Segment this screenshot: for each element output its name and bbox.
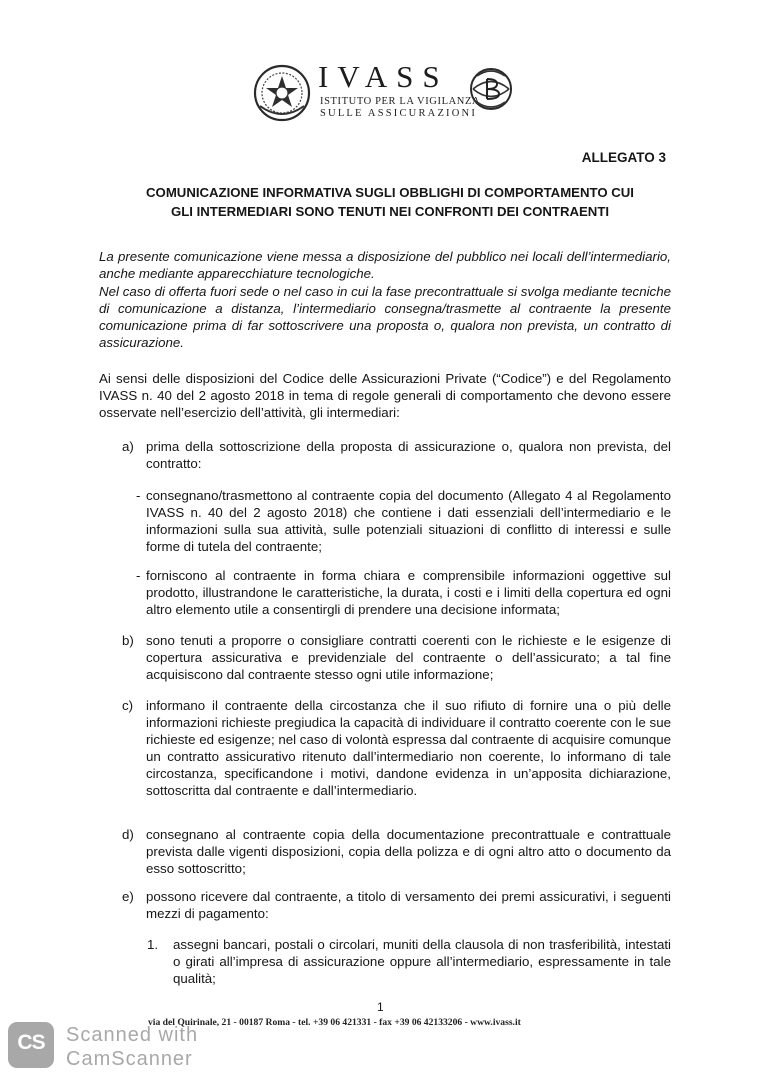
list-item-a	[122, 438, 671, 472]
numbered-item-text: assegni bancari, postali o circolari, muniti della clausola di non trasferibilità, intestati o girati all’impresa di assicurazione oppure all’intermediario, espressamente in tale qualità;	[173, 937, 671, 986]
list-item-c	[122, 697, 671, 799]
footer-address: via del Quirinale, 21 - 00187 Roma - tel. +39 06 421331 - fax +39 06 42133206 - www.ivass.it	[148, 1017, 521, 1028]
list-item-text: prima della sottoscrizione della proposta di assicurazione o, qualora non prevista, del contratto:	[146, 439, 671, 471]
camscanner-logo-icon	[8, 1022, 54, 1068]
dash-marker: -	[136, 488, 141, 503]
brand-subtitle-line2: SULLE ASSICURAZIONI	[320, 108, 478, 119]
sub-item-a2	[136, 567, 671, 618]
sub-item-a1	[136, 487, 671, 555]
page-number: 1	[377, 1000, 384, 1014]
title-line-1: COMUNICAZIONE INFORMATIVA SUGLI OBBLIGHI DI COMPORTAMENTO CUI	[146, 185, 634, 200]
document-title	[110, 183, 670, 221]
brand-subtitle-line1: ISTITUTO PER LA VIGILANZA	[320, 96, 481, 107]
list-marker: c)	[122, 698, 134, 713]
list-item-text: informano il contraente della circostanza che il suo rifiuto di fornire una o più delle informazioni richieste pregiudica la capacità di individuare il contratto coerente con le sue richieste ed esigenze; nel caso di volontà espressa dal contraente di acquisire comunque un contratto assicurativo ritenuto dall’intermediario non coerente, lo informano di tale circostanza, specificandone i motivi, dandone evidenza in un’apposita dichiarazione, sottoscritta dal contraente e dall’intermediario.	[146, 698, 671, 798]
intro-note	[99, 248, 671, 352]
list-item-d	[122, 826, 671, 877]
scanner-watermark-line2: CamScanner	[66, 1048, 193, 1070]
list-item-text: possono ricevere dal contraente, a titolo di versamento dei premi assicurativi, i seguenti mezzi di pagamento:	[146, 889, 671, 921]
lead-paragraph: Ai sensi delle disposizioni del Codice delle Assicurazioni Private (“Codice”) e del Regolamento IVASS n. 40 del 2 agosto 2018 in tema di regole generali di comportamento che devono essere osservate nell’esercizio dell’attività, gli intermediari:	[99, 371, 671, 420]
intro-paragraph-2: Nel caso di offerta fuori sede o nel caso in cui la fase precontrattuale si svolga mediante tecniche di comunicazione a distanza, l’intermediario consegna/trasmette al contraente la presente comunicazione prima di far sottoscrivere una proposta o, qualora non prevista, un contratto di assicurazione.	[99, 283, 671, 351]
title-line-2: GLI INTERMEDIARI SONO TENUTI NEI CONFRONTI DEI CONTRAENTI	[170, 204, 610, 219]
list-item-text: sono tenuti a proporre o consigliare contratti coerenti con le richieste e le esigenze di copertura assicurativa e previdenziale del contraente o dell’assicurato; a tal fine acquisiscono dal contraente stesso ogni utile informazione;	[146, 633, 671, 682]
brand-name: IVASS	[318, 59, 449, 94]
list-marker: 1.	[147, 937, 159, 952]
intro-paragraph-1: La presente comunicazione viene messa a disposizione del pubblico nei locali dell’intermediario, anche mediante apparecchiature tecnologiche.	[99, 249, 671, 282]
list-marker: a)	[122, 439, 134, 454]
ivass-monogram-icon	[467, 64, 515, 114]
scanner-watermark-line1: Scanned with	[66, 1024, 199, 1046]
list-item-text: consegnano al contraente copia della documentazione precontrattuale e contrattuale prevista dalle vigenti disposizioni, copia della polizza e di ogni altro atto o documento da esso sottoscritto;	[146, 827, 671, 876]
list-marker: d)	[122, 827, 134, 842]
list-item-e	[122, 888, 671, 922]
camscanner-logo-text: CS	[17, 1031, 45, 1054]
dash-marker: -	[136, 568, 141, 583]
annex-label: ALLEGATO 3	[581, 150, 666, 165]
list-marker: b)	[122, 633, 134, 648]
italian-republic-emblem-icon	[252, 62, 312, 124]
sub-item-text: forniscono al contraente in forma chiara e comprensibile informazioni oggettive sul prodotto, illustrandone le caratteristiche, la durata, i costi e i limiti della copertura ed ogni altro elemento utile a consentirgli di prendere una decisione informata;	[146, 568, 671, 617]
numbered-item-1	[147, 936, 671, 987]
ivass-letterhead	[252, 60, 522, 126]
sub-item-text: consegnano/trasmettono al contraente copia del documento (Allegato 4 al Regolamento IVASS n. 40 del 2 agosto 2018) che contiene i dati essenziali dell’intermediario e le informazioni sulla sua attività, sulle potenziali situazioni di conflitto di interessi e sulle forme di tutela del contraente;	[146, 488, 671, 554]
list-marker: e)	[122, 889, 134, 904]
list-item-b	[122, 632, 671, 683]
